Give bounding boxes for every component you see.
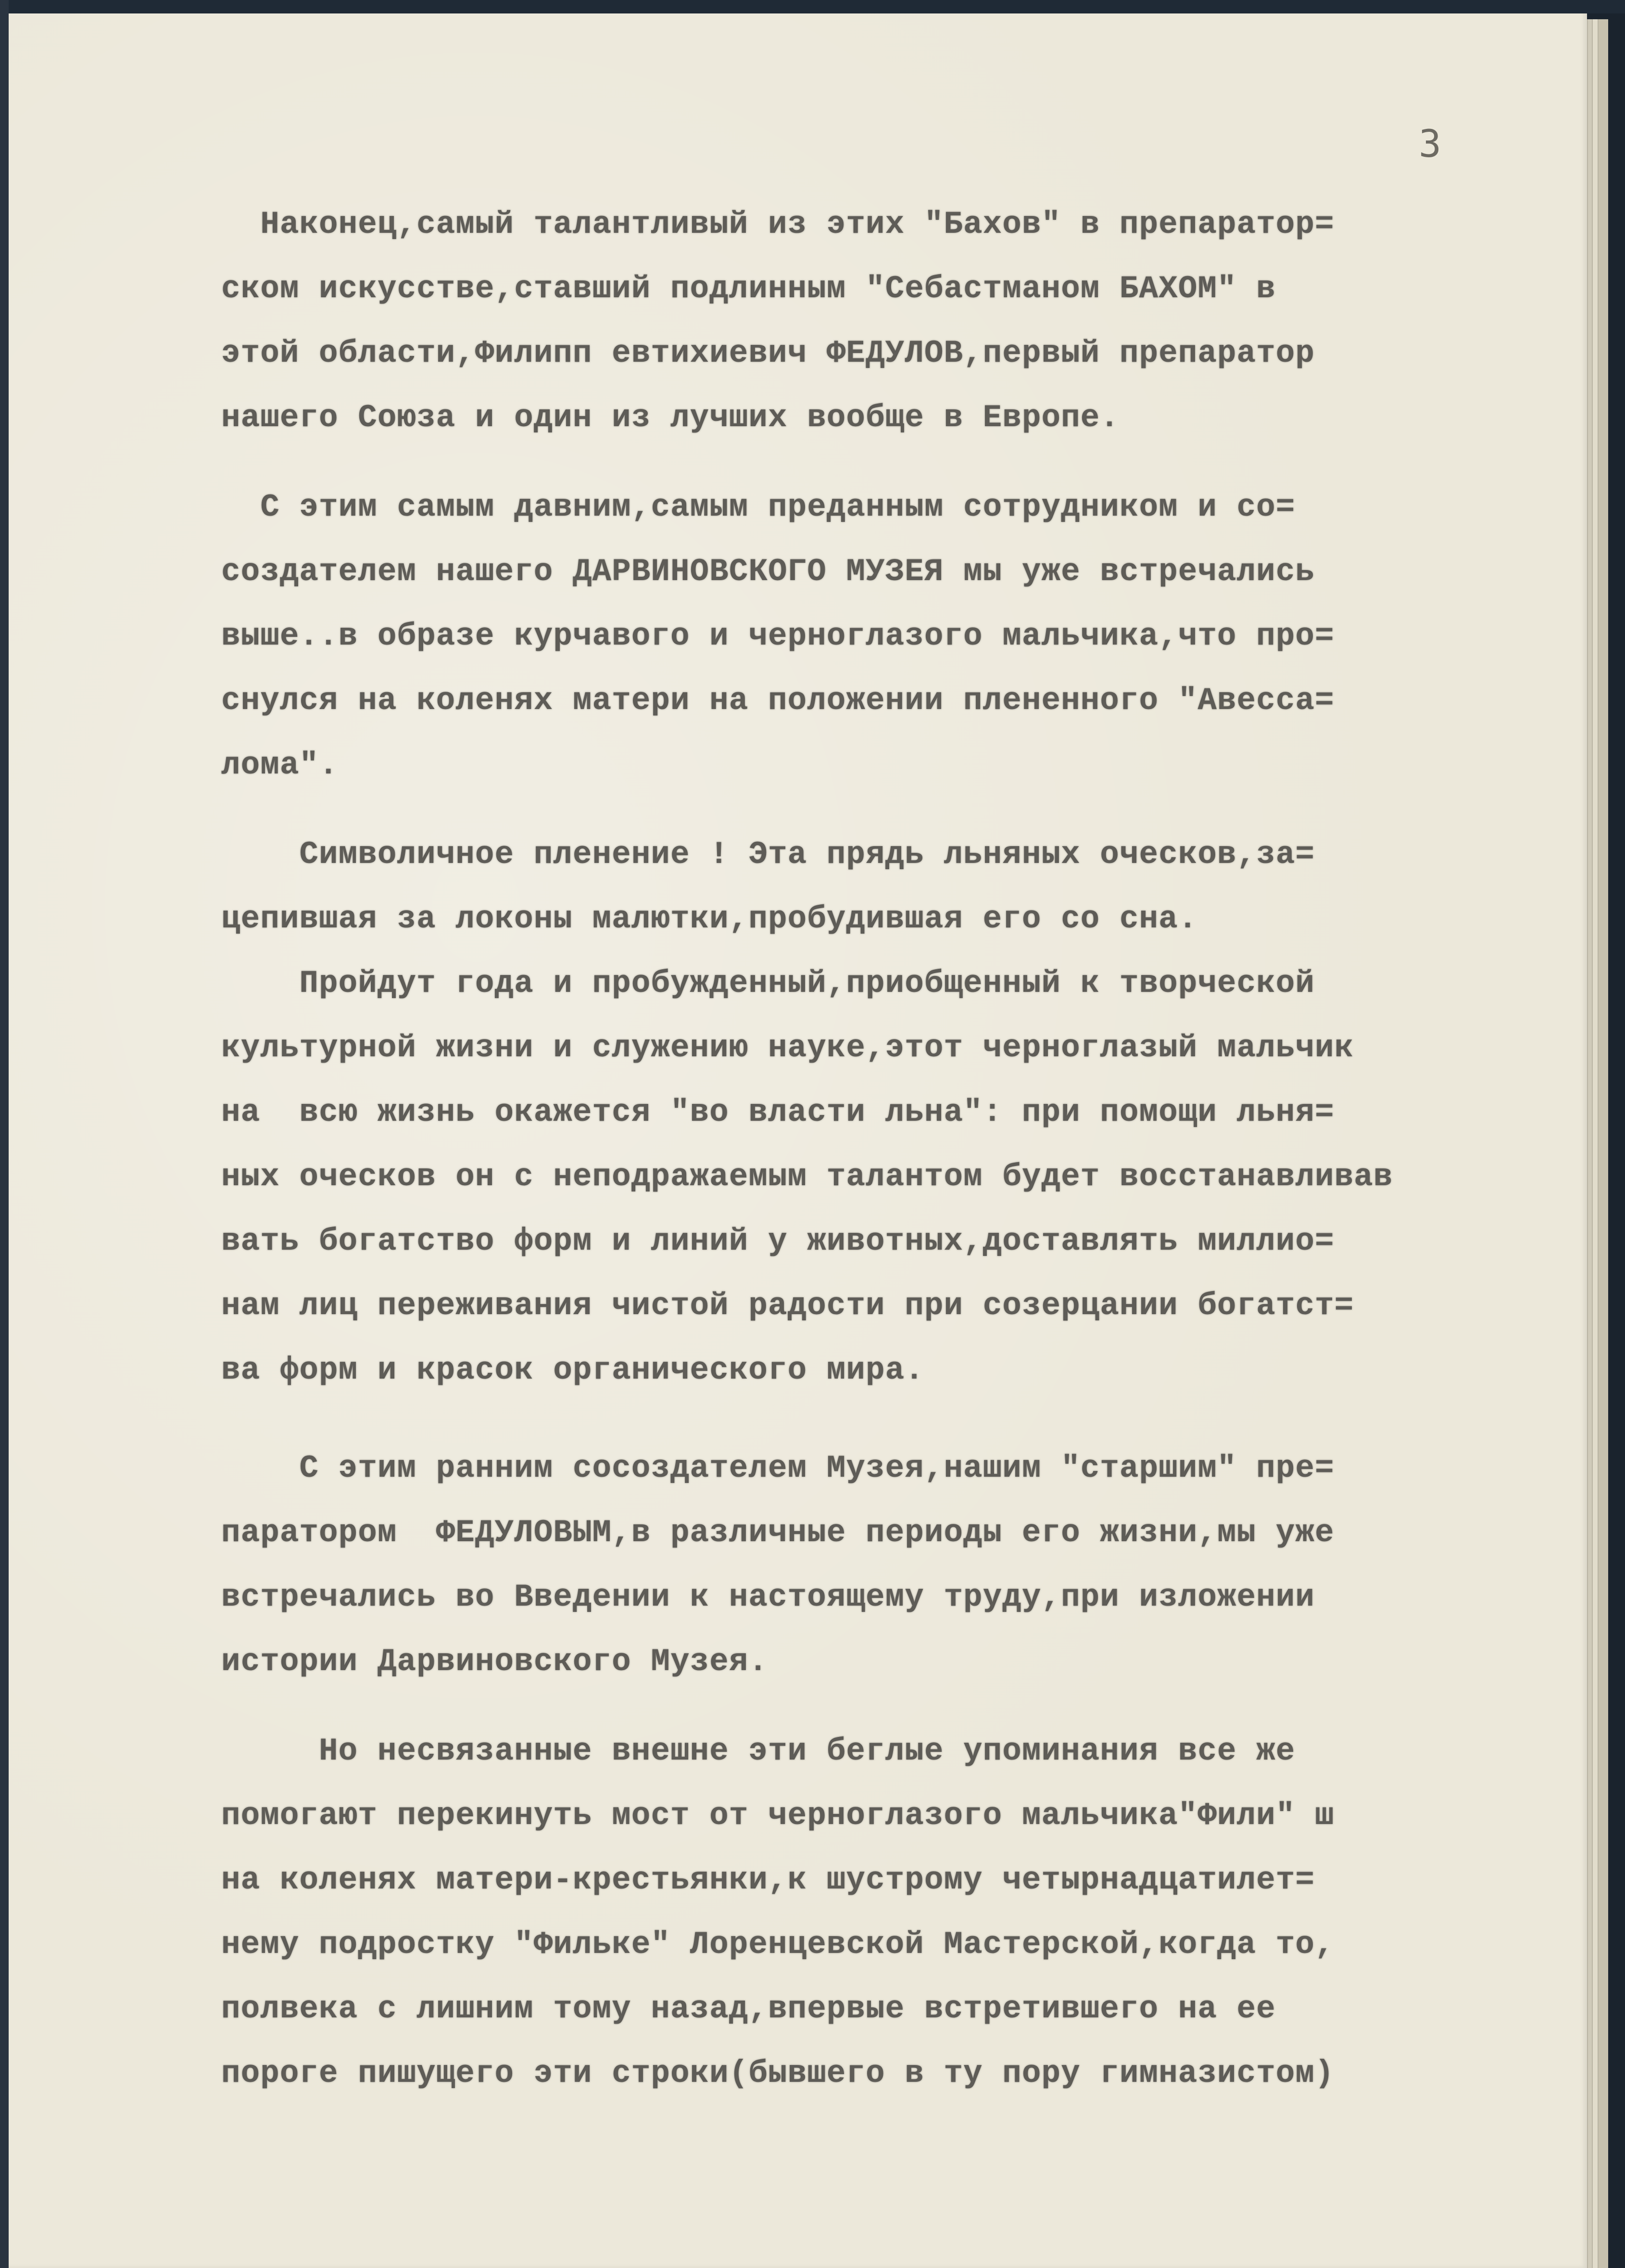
paragraph-gap	[221, 1403, 1462, 1436]
text-line: этой области,Филипп евтихиевич ФЕДУЛОВ,первый препаратор	[221, 335, 1315, 371]
text-line: ва форм и красок органического мира.	[221, 1352, 924, 1388]
text-line: Но несвязанные внешне эти беглые упоминания все же	[221, 1733, 1296, 1769]
text-line: вать богатство форм и линий у животных,доставлять миллио=	[221, 1223, 1335, 1259]
text-line: создателем нашего ДАРВИНОВСКОГО МУЗЕЯ мы уже встречались	[221, 554, 1315, 590]
text-line: С этим ранним сосоздателем Музея,нашим "старшим" пре=	[221, 1450, 1335, 1486]
text-line: выше..в образе курчавого и черноглазого мальчика,что про=	[221, 618, 1335, 654]
text-line: нам лиц переживания чистой радости при созерцании богатст=	[221, 1288, 1354, 1324]
page-body	[221, 192, 1462, 2106]
text-line: встречались во Введении к настоящему труду,при изложении	[221, 1579, 1315, 1615]
text-line: Наконец,самый талантливый из этих "Бахов" в препаратор=	[221, 206, 1335, 242]
text-line: С этим самым давним,самым преданным сотрудником и со=	[221, 489, 1296, 525]
text-line: снулся на коленях матери на положении плененного "Авесса=	[221, 683, 1335, 719]
text-line: на всю жизнь окажется "во власти льна": при помощи льня=	[221, 1094, 1335, 1130]
text-line: цепившая за локоны малютки,пробудившая его со сна.	[221, 901, 1198, 937]
scan-border-top	[0, 0, 1625, 13]
text-line: ском искусстве,ставший подлинным "Себастманом БАХОМ" в	[221, 271, 1276, 307]
text-line: на коленях матери-крестьянки,к шустрому четырнадцатилет=	[221, 1862, 1315, 1898]
text-line: пороге пишущего эти строки(бывшего в ту пору гимназистом)	[221, 2055, 1335, 2091]
text-line: полвека с лишним тому назад,впервые встретившего на ее	[221, 1991, 1276, 2027]
text-line: лома".	[221, 747, 339, 783]
scan-border-left	[0, 0, 9, 2268]
text-line: культурной жизни и служению науке,этот черноглазый мальчик	[221, 1030, 1354, 1066]
paragraph-gap	[221, 450, 1462, 475]
text-line: нему подростку "Фильке" Лоренцевской Мастерской,когда то,	[221, 1926, 1335, 1963]
text-line: ных оческов он с неподражаемым талантом будет восстанавливав	[221, 1159, 1393, 1195]
text-line: Символичное пленение ! Эта прядь льняных оческов,за=	[221, 836, 1315, 873]
paragraph-gap	[221, 798, 1462, 823]
page-number: 3	[1419, 123, 1441, 166]
text-line: помогают перекинуть мост от черноглазого мальчика"Фили" ш	[221, 1798, 1335, 1834]
page-stack-edge	[1598, 19, 1608, 2268]
text-line: Пройдут года и пробужденный,приобщенный к творческой	[221, 965, 1315, 1001]
text-line: нашего Союза и один из лучших вообще в Европе.	[221, 400, 1120, 436]
paragraph-gap	[221, 1694, 1462, 1719]
text-line: паратором ФЕДУЛОВЫМ,в различные периоды его жизни,мы уже	[221, 1515, 1335, 1551]
text-line: истории Дарвиновского Музея.	[221, 1644, 768, 1680]
